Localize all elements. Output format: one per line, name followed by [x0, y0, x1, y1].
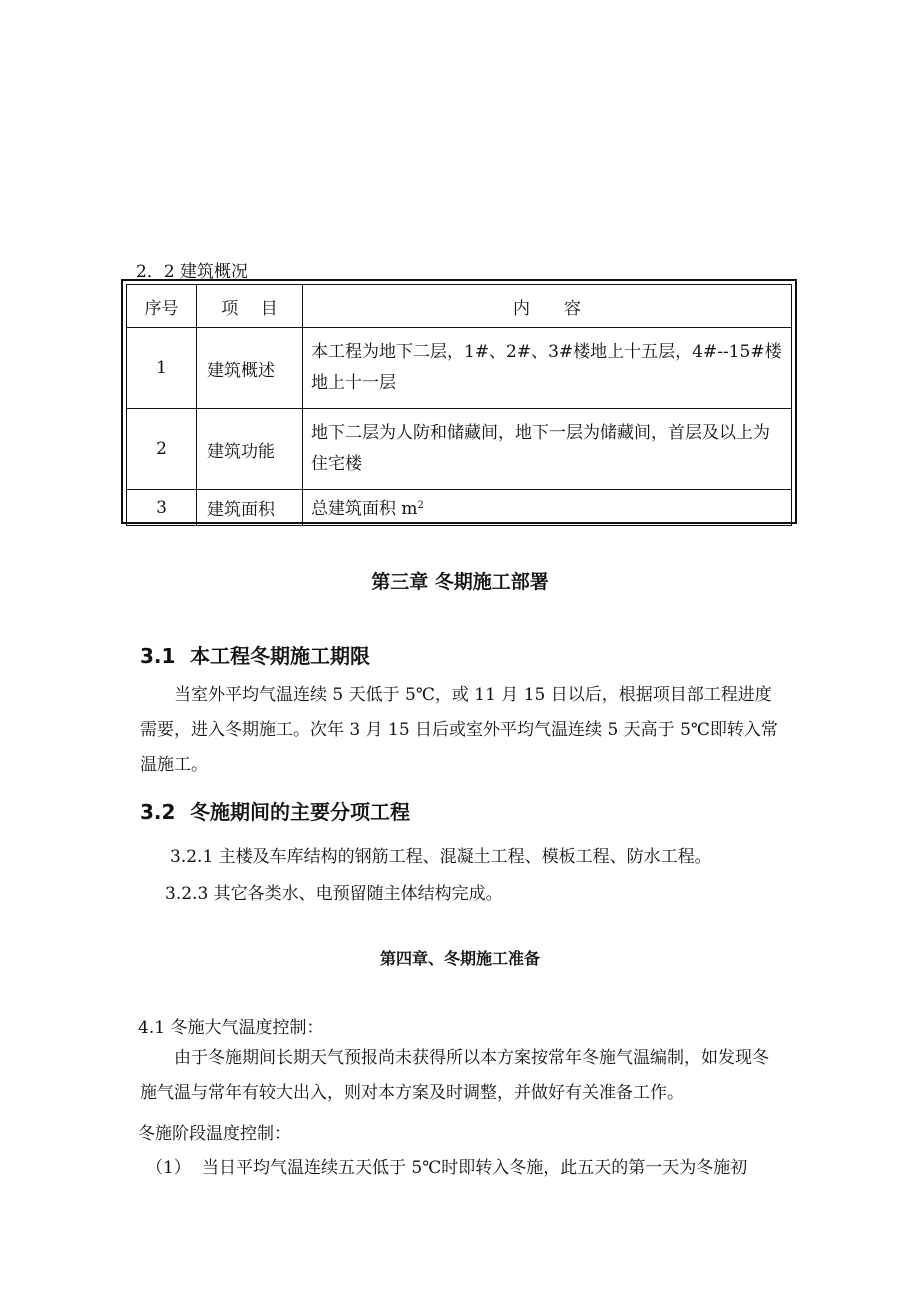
row-num: 2	[127, 409, 197, 490]
section-4-1-heading: 4.1 冬施大气温度控制：	[138, 1018, 324, 1038]
list-text: 当日平均气温连续五天低于 5℃时即转入冬施，此五天的第一天为冬施初	[202, 1158, 748, 1178]
item-3-2-1: 3.2.1 主楼及车库结构的钢筋工程、混凝土工程、模板工程、防水工程。	[170, 847, 712, 867]
list-number: （1）	[146, 1158, 191, 1178]
section-3-2-heading	[140, 796, 410, 825]
row-content	[303, 490, 792, 526]
list-item	[146, 1153, 747, 1178]
row-item: 建筑概述	[197, 328, 303, 409]
chapter3-title: 第三章 冬期施工部署	[371, 571, 549, 593]
chapter4-title: 第四章、冬期施工准备	[379, 949, 540, 968]
row-item: 建筑面积	[197, 490, 303, 526]
header-num: 序号	[127, 285, 197, 328]
area-unit-superscript: 2	[417, 500, 424, 511]
section-4-1-paragraph: 由于冬施期间长期天气预报尚未获得所以本方案按常年冬施气温编制，如发现冬施气温与常年有较大出入，则对本方案及时调整，并做好有关准备工作。	[140, 1048, 769, 1103]
table-row	[127, 490, 792, 526]
header-content: 内 容	[303, 285, 792, 328]
row-content: 本工程为地下二层，1#、2#、3#楼地上十五层，4#--15#楼地上十一层	[303, 328, 792, 409]
section-3-1-heading	[140, 640, 370, 669]
table-row	[127, 328, 792, 409]
table-row	[127, 409, 792, 490]
section-number: 3.2	[140, 800, 176, 824]
section-3-1-paragraph: 当室外平均气温连续 5 天低于 5℃，或 11 月 15 日以后，根据项目部工程进度需要，进入冬期施工。次年 3 月 15 日后或室外平均气温连续 5 天高于 5℃即转入常温施工。	[140, 685, 778, 775]
row-content: 地下二层为人防和储藏间，地下一层为储藏间，首层及以上为住宅楼	[303, 409, 792, 490]
table-header-row	[127, 285, 792, 328]
row-item: 建筑功能	[197, 409, 303, 490]
section-label: 2．2 建筑概况	[136, 262, 249, 282]
section-title: 冬施期间的主要分项工程	[190, 800, 410, 824]
building-overview-table	[121, 279, 797, 524]
area-text: 总建筑面积 m	[311, 499, 418, 519]
row-num: 3	[127, 490, 197, 526]
temperature-control-subheading: 冬施阶段温度控制：	[138, 1124, 291, 1144]
row-num: 1	[127, 328, 197, 409]
item-3-2-3: 3.2.3 其它各类水、电预留随主体结构完成。	[165, 884, 503, 904]
section-title: 本工程冬期施工期限	[190, 644, 370, 668]
header-item: 项 目	[197, 285, 303, 328]
section-number: 3.1	[140, 644, 176, 668]
